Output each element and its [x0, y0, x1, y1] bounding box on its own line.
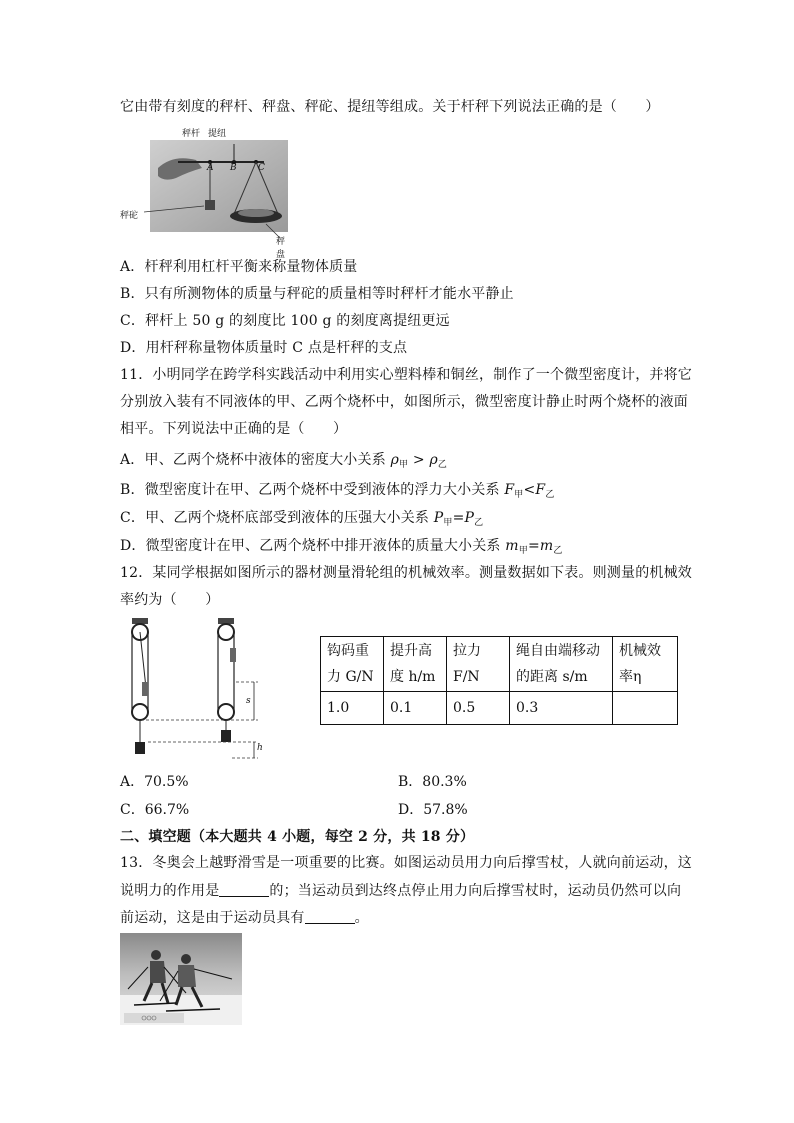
q11-option-c: C．甲、乙两个烧杯底部受到液体的压强大小关系 $P_甲=P_乙$: [120, 510, 484, 528]
header-cell: 提升高 度 h/m: [384, 637, 447, 692]
header-cell: 钩码重 力 G/N: [321, 637, 384, 692]
table-cell: 0.5: [447, 692, 510, 725]
q10-option-a: A．杆秤利用杠杆平衡来称量物体质量: [120, 259, 358, 275]
q12-option-d: D．57.8%: [398, 802, 468, 818]
label-a: A: [207, 163, 214, 173]
table-cell: 0.3: [510, 692, 613, 725]
q12-option-b: B．80.3%: [398, 774, 467, 790]
label-h: h: [257, 743, 263, 753]
section-2-title: 二、填空题（本大题共 4 小题，每空 2 分，共 18 分）: [120, 829, 475, 845]
table-row: [321, 692, 678, 725]
q11-stem-line2: 分别放入装有不同液体的甲、乙两个烧杯中，如图所示，微型密度计静止时两个烧杯的液面: [120, 394, 688, 410]
q11-option-b: B．微型密度计在甲、乙两个烧杯中受到液体的浮力大小关系 $F_甲<F_乙$: [120, 482, 555, 500]
answer-blank-1[interactable]: [219, 882, 269, 897]
table-header-row: [321, 637, 678, 692]
q10-option-b: B．只有所测物体的质量与秤砣的质量相等时秤杆才能水平静止: [120, 286, 514, 302]
q12-stem-line2: 率约为（ ）: [120, 592, 220, 608]
steelyard-figure: [118, 129, 290, 260]
pulley-figure: [120, 618, 270, 762]
q10-option-c: C．秤杆上 50 g 的刻度比 100 g 的刻度离提纽更远: [120, 313, 450, 329]
q12-option-a: A．70.5%: [120, 774, 189, 790]
q11-stem-line3: 相平。下列说法中正确的是（ ）: [120, 421, 348, 437]
q12-stem-line1: 12．某同学根据如图所示的器材测量滑轮组的机械效率。测量数据如下表。则测量的机械效: [120, 565, 693, 581]
label-weight: 秤砣: [120, 211, 139, 221]
answer-blank-2[interactable]: [305, 909, 355, 924]
label-rod: 秤杆: [182, 129, 201, 139]
q11-option-d: D．微型密度计在甲、乙两个烧杯中排开液体的质量大小关系 $m_甲=m_乙$: [120, 538, 563, 556]
table-cell: 1.0: [321, 692, 384, 725]
measurement-table: [320, 636, 678, 725]
q13-line3: 前运动，这是由于运动员具有 。: [120, 910, 369, 926]
label-pan: 秤盘: [276, 237, 286, 260]
label-knob: 提纽: [208, 129, 227, 139]
question-10-stem: 它由带有刻度的秤杆、秤盘、秤砣、提纽等组成。关于杆秤下列说法正确的是（ ）: [120, 99, 660, 115]
skiing-photo: [120, 933, 242, 1025]
label-b: B: [230, 163, 237, 173]
label-s: s: [246, 696, 251, 706]
q13-line2: 说明力的作用是 的；当运动员到达终点停止用力向后撑雪杖时，运动员仍然可以向: [120, 883, 682, 899]
table-cell: [613, 692, 678, 725]
header-cell: 机械效 率η: [613, 637, 678, 692]
q11-stem-line1: 11．小明同学在跨学科实践活动中利用实心塑料棒和铜丝，制作了一个微型密度计，并将它: [120, 367, 693, 383]
q13-line1: 13．冬奥会上越野滑雪是一项重要的比赛。如图运动员用力向后撑雪杖，人就向前运动，这: [120, 855, 693, 871]
header-cell: 拉力 F/N: [447, 637, 510, 692]
label-c: C: [258, 163, 265, 173]
table-cell: 0.1: [384, 692, 447, 725]
q12-option-c: C．66.7%: [120, 802, 190, 818]
q10-option-d: D．用杆秤称量物体质量时 C 点是杆秤的支点: [120, 340, 408, 356]
q11-option-a: A．甲、乙两个烧杯中液体的密度大小关系 $\rho_甲 > \rho_乙$: [120, 452, 448, 470]
header-cell: 绳自由端移动 的距离 s/m: [510, 637, 613, 692]
